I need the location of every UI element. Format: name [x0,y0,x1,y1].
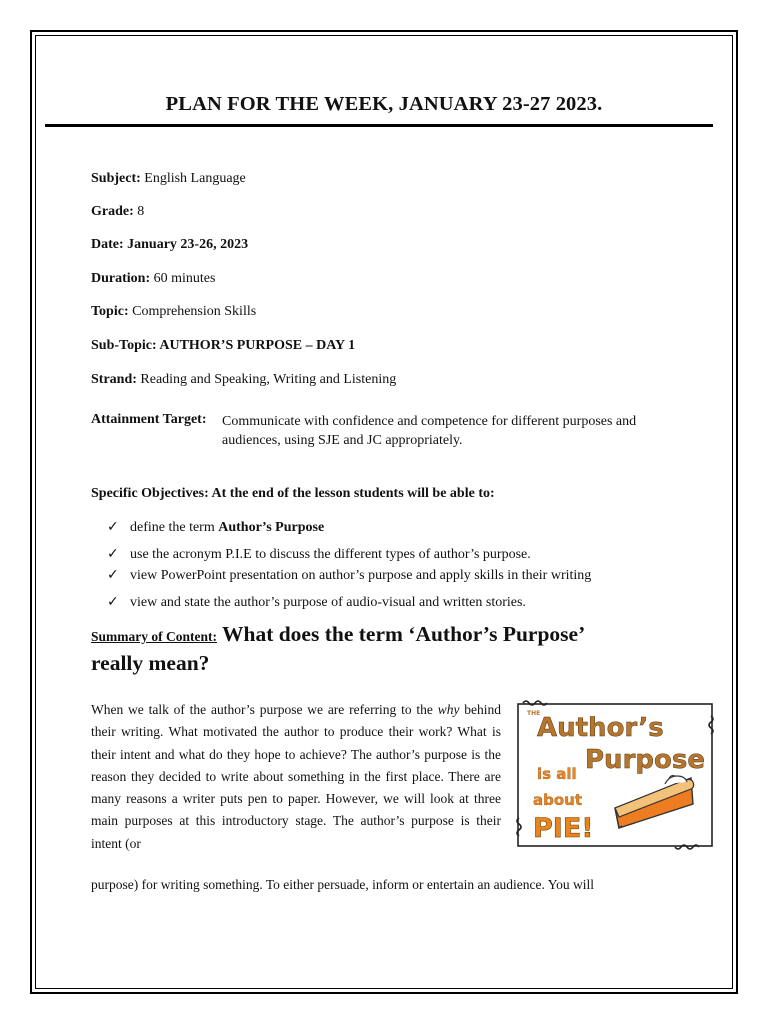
attainment-text: Communicate with confidence and competence for different purposes and audiences, using SJE and JC appropriately. [222,414,637,448]
grade-field [91,204,144,220]
topic-label: Topic: [91,304,129,319]
authors-purpose-pie-image [515,700,715,850]
objective-item [107,594,526,611]
pie-line-purpose: Purpose [585,745,705,775]
objective-text: view PowerPoint presentation on author’s purpose and apply skills in their writing [130,568,592,583]
paragraph-text-continued: behind their writing. What motivated the author to produce their work? What is their intent and what do they hope to achieve? The author’s purpose is the reason they decided to write about something in the first place. There are many reasons a writer puts pen to paper. However, we will look at three main purposes at this introductory stage. The author’s purpose is their intent (or [91,702,501,851]
objective-item [107,546,531,563]
objective-item [107,519,324,536]
objective-bold-text: Author’s Purpose [218,520,325,535]
pie-line-about: about [533,791,583,809]
paragraph-last-line: purpose) for writing something. To either persuade, inform or entertain an audience. You will [91,877,595,892]
summary-paragraph [91,699,501,855]
pie-graphic-svg [515,700,715,850]
subject-label: Subject: [91,171,141,186]
summary-question: What does the term ‘Author’s Purpose’ [217,622,586,646]
strand-field [91,372,396,388]
specific-objectives-heading: Specific Objectives: At the end of the lesson students will be able to: [91,486,495,501]
strand-label: Strand: [91,372,137,387]
paragraph-italic-word: why [437,702,460,717]
date-label: Date: January 23-26, 2023 [91,237,249,252]
title-underline [45,124,713,127]
attainment-label: Attainment Target: [91,412,207,427]
pie-small-label: THE [527,710,541,717]
topic-field [91,304,256,320]
checkmark-icon: ✓ [107,567,119,583]
summary-question-continued: really mean? [91,651,210,675]
paragraph-text: When we talk of the author’s purpose we are referring to the [91,702,438,717]
subtopic-field [91,338,355,354]
duration-value: 60 minutes [150,271,216,286]
strand-value: Reading and Speaking, Writing and Listening [136,372,397,387]
checkmark-icon: ✓ [107,519,119,535]
objective-text: view and state the author’s purpose of audio-visual and written stories. [130,595,526,610]
date-field [91,237,248,253]
page-title: PLAN FOR THE WEEK, JANUARY 23-27 2023. [165,93,603,115]
subtopic-label: Sub-Topic: AUTHOR’S PURPOSE – DAY 1 [91,338,356,353]
checkmark-icon: ✓ [107,546,119,562]
objective-item [107,567,591,584]
subject-value: English Language [140,171,246,186]
summary-of-content [91,622,711,675]
duration-field [91,271,215,287]
objective-text: use the acronym P.I.E to discuss the different types of author’s purpose. [130,547,531,562]
pie-line-pie: PIE! [533,813,594,844]
grade-value: 8 [133,204,145,219]
topic-value: Comprehension Skills [128,304,257,319]
summary-label: Summary of Content: [91,629,217,644]
duration-label: Duration: [91,271,151,286]
pie-line-authors: Author’s [537,713,664,743]
grade-label: Grade: [91,204,134,219]
objective-text: define the term [130,520,219,535]
pie-line-is-all: is all [537,765,577,783]
checkmark-icon: ✓ [107,594,119,610]
subject-field [91,171,246,187]
